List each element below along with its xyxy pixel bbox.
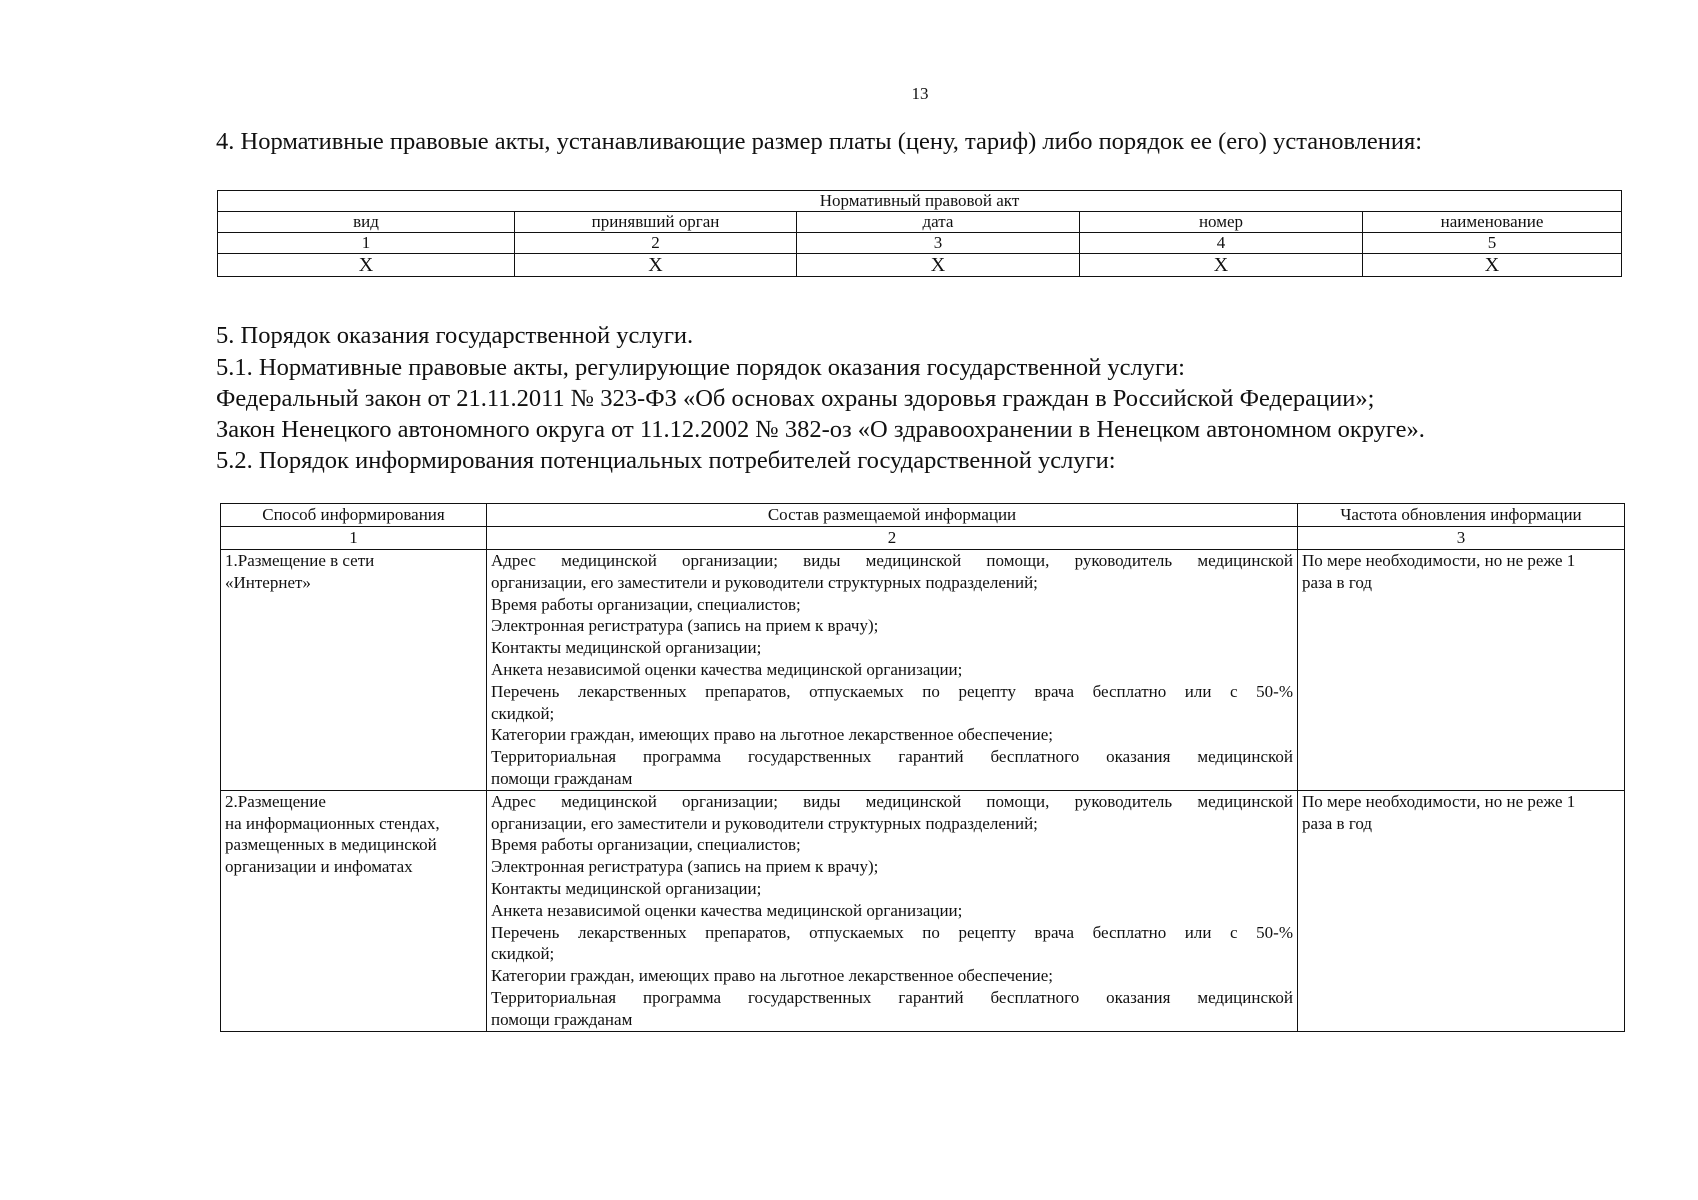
cell-line: Электронная регистратура (запись на прием к врачу);	[491, 616, 879, 636]
cell-line: Территориальная программа государственных гарантий бесплатного оказания медицинской	[491, 747, 1293, 767]
table-cell: X	[515, 254, 797, 277]
cell-line: организации, его заместители и руководители структурных подразделений;	[491, 572, 1038, 592]
column-number: 1	[221, 527, 487, 550]
cell-line: 2.Размещение	[225, 791, 326, 811]
section-5-2-heading: 5.2. Порядок информирования потенциальных потребителей государственной услуги:	[216, 447, 1116, 474]
frequency-cell	[1298, 790, 1625, 1031]
column-number: 3	[1298, 527, 1625, 550]
cell-line: помощи гражданам	[491, 1009, 633, 1029]
cell-line: организации и инфоматах	[225, 857, 413, 877]
cell-line: раза в год	[1302, 813, 1373, 833]
column-number: 5	[1363, 233, 1622, 254]
cell-line: Категории граждан, имеющих право на льготное лекарственное обеспечение;	[491, 966, 1054, 986]
table-row	[221, 790, 1625, 1031]
page-number: 13	[911, 84, 929, 103]
cell-line: По мере необходимости, но не реже 1	[1302, 791, 1576, 811]
section-5-1-heading: 5.1. Нормативные правовые акты, регулирующие порядок оказания государственной услуги:	[216, 354, 1185, 381]
method-cell	[221, 550, 487, 791]
content-cell	[487, 550, 1298, 791]
table-row	[218, 191, 1622, 212]
column-header: Состав размещаемой информации	[487, 504, 1298, 527]
column-header: номер	[1080, 212, 1363, 233]
table-row	[218, 254, 1622, 277]
cell-line: Адрес медицинской организации; виды медицинской помощи, руководитель медицинской	[491, 791, 1293, 811]
method-cell	[221, 790, 487, 1031]
column-number: 3	[797, 233, 1080, 254]
column-header: Способ информирования	[221, 504, 487, 527]
column-header: вид	[218, 212, 515, 233]
frequency-cell	[1298, 550, 1625, 791]
cell-line: Анкета независимой оценки качества медицинской организации;	[491, 659, 963, 679]
cell-line: скидкой;	[491, 703, 555, 723]
table-header-row	[218, 212, 1622, 233]
cell-line: Адрес медицинской организации; виды медицинской помощи, руководитель медицинской	[491, 551, 1293, 570]
cell-line: раза в год	[1302, 572, 1373, 592]
column-number: 2	[487, 527, 1298, 550]
federal-law-text: Федеральный закон от 21.11.2011 № 323-ФЗ «Об основах охраны здоровья граждан в Российской Федерации»;	[216, 385, 1375, 412]
column-number: 2	[515, 233, 797, 254]
normative-acts-table	[217, 190, 1622, 277]
cell-line: организации, его заместители и руководители структурных подразделений;	[491, 813, 1038, 833]
table-cell: X	[1080, 254, 1363, 277]
cell-line: 1.Размещение в сети	[225, 551, 375, 570]
column-header: дата	[797, 212, 1080, 233]
cell-line: Время работы организации, специалистов;	[491, 835, 801, 855]
cell-line: помощи гражданам	[491, 768, 633, 788]
cell-line: на информационных стендах,	[225, 813, 440, 833]
content-cell	[487, 790, 1298, 1031]
cell-line: По мере необходимости, но не реже 1	[1302, 551, 1576, 570]
column-number: 4	[1080, 233, 1363, 254]
table-row	[218, 233, 1622, 254]
cell-line: Контакты медицинской организации;	[491, 638, 762, 658]
cell-line: скидкой;	[491, 944, 555, 964]
cell-line: Анкета независимой оценки качества медицинской организации;	[491, 900, 963, 920]
cell-line: Территориальная программа государственных гарантий бесплатного оказания медицинской	[491, 987, 1293, 1007]
group-header: Нормативный правовой акт	[218, 191, 1622, 212]
cell-line: Категории граждан, имеющих право на льготное лекарственное обеспечение;	[491, 725, 1054, 745]
table-header-row	[221, 504, 1625, 527]
column-number: 1	[218, 233, 515, 254]
information-table	[220, 503, 1625, 1032]
cell-line: Перечень лекарственных препаратов, отпускаемых по рецепту врача бесплатно или с 50-%	[491, 681, 1293, 701]
table-row	[221, 527, 1625, 550]
cell-line: Перечень лекарственных препаратов, отпускаемых по рецепту врача бесплатно или с 50-%	[491, 922, 1293, 942]
cell-line: Контакты медицинской организации;	[491, 878, 762, 898]
table-cell: X	[797, 254, 1080, 277]
regional-law-text: Закон Ненецкого автономного округа от 11.12.2002 № 382-оз «О здравоохранении в Ненецком автономном округе».	[216, 416, 1425, 443]
cell-line: Время работы организации, специалистов;	[491, 594, 801, 614]
table-cell: X	[1363, 254, 1622, 277]
section-5-heading: 5. Порядок оказания государственной услуги.	[216, 322, 694, 349]
cell-line: Электронная регистратура (запись на прием к врачу);	[491, 857, 879, 877]
table-cell: X	[218, 254, 515, 277]
section-4-heading: 4. Нормативные правовые акты, устанавливающие размер платы (цену, тариф) либо порядок ее (его) установления:	[216, 128, 1423, 155]
column-header: принявший орган	[515, 212, 797, 233]
column-header: Частота обновления информации	[1298, 504, 1625, 527]
column-header: наименование	[1363, 212, 1622, 233]
table-row	[221, 550, 1625, 791]
cell-line: «Интернет»	[225, 572, 311, 592]
cell-line: размещенных в медицинской	[225, 835, 437, 855]
